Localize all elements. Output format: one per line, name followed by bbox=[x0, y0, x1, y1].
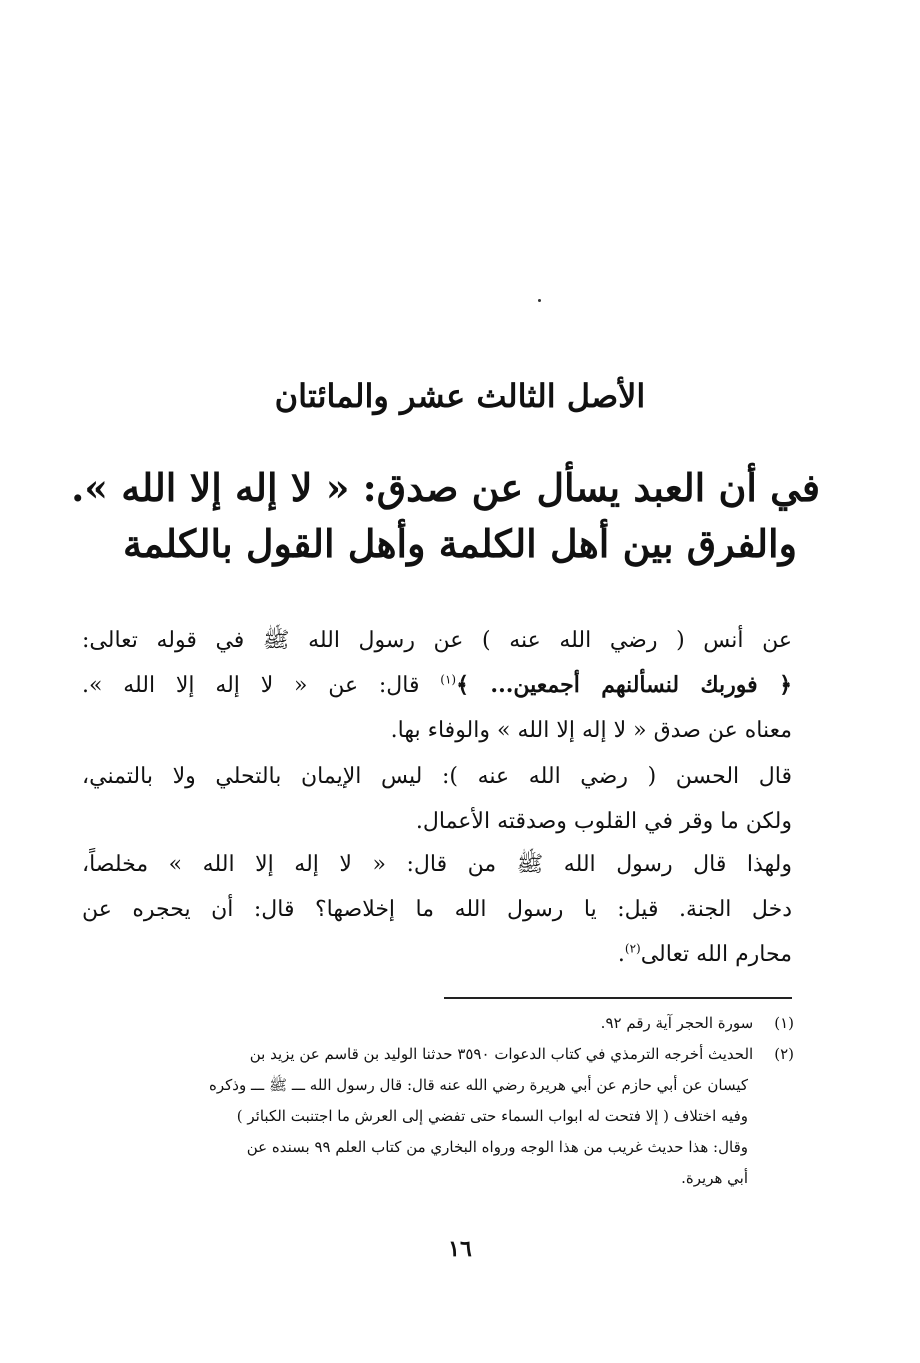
footnote-ref-2: (٢) bbox=[624, 941, 641, 956]
footnote-first-line bbox=[601, 1014, 794, 1032]
paragraph-line bbox=[82, 663, 792, 708]
scan-speck bbox=[538, 299, 541, 302]
paragraph-line: دخل الجنة. قيل: يا رسول الله ما إخلاصها؟ قال: أن يحجره عن bbox=[82, 897, 792, 922]
footnote-1 bbox=[90, 1008, 794, 1039]
footnote-text: الحديث أخرجه الترمذي في كتاب الدعوات ٣٥٩٠ حدثنا الوليد بن قاسم عن يزيد بن bbox=[249, 1045, 754, 1063]
footnotes bbox=[90, 1008, 794, 1194]
chapter-title: الأصل الثالث عشر والمائتان bbox=[274, 377, 646, 415]
paragraph-line-rest: قال: عن « لا إله إلا الله ». bbox=[82, 673, 441, 698]
paragraph-line: معناه عن صدق « لا إله إلا الله » والوفاء بها. bbox=[390, 718, 792, 743]
footnote-ref-1: (١) bbox=[440, 672, 457, 687]
footnote-number: (٢) bbox=[774, 1045, 794, 1063]
footnote-text: كيسان عن أبي حازم عن أبي هريرة رضي الله عنه قال: قال رسول الله ـــ ﷺ ـــ وذكره bbox=[209, 1076, 748, 1094]
footnote-separator bbox=[444, 997, 792, 999]
paragraph-line: ولهذا قال رسول الله ﷺ من قال: « لا إله إلا الله » مخلصاً، bbox=[82, 852, 792, 877]
footnote-text: وفيه اختلاف ( إلا فتحت له ابواب السماء حتى تفضي إلى العرش ما اجتنبت الكبائر ) bbox=[236, 1107, 748, 1125]
paragraph-line: عن أنس ( رضي الله عنه ) عن رسول الله ﷺ في قوله تعالى: bbox=[82, 628, 792, 653]
chapter-subtitle-line-2: والفرق بين أهل الكلمة وأهل القول بالكلمة bbox=[123, 521, 797, 566]
quran-verse: ﴿ فوربك لنسألنهم أجمعين... ﴾ bbox=[456, 672, 793, 698]
paragraph-line: ولكن ما وقر في القلوب وصدقته الأعمال. bbox=[415, 809, 792, 834]
paragraph-line-text: محارم الله تعالى bbox=[640, 942, 792, 967]
page-number: ١٦ bbox=[448, 1236, 472, 1262]
footnote-number: (١) bbox=[774, 1014, 794, 1032]
paragraph-hasan-quote bbox=[82, 754, 792, 844]
footnote-text: سورة الحجر آية رقم ٩٢. bbox=[600, 1014, 754, 1032]
footnote-text: أبي هريرة. bbox=[681, 1169, 748, 1187]
footnote-text: وقال: هذا حديث غريب من هذا الوجه ورواه البخاري من كتاب العلم ٩٩ بسنده عن bbox=[246, 1138, 748, 1156]
chapter-subtitle-line-1: في أن العبد يسأل عن صدق: « لا إله إلا الله ». bbox=[71, 465, 820, 510]
footnote-first-line bbox=[250, 1045, 794, 1063]
paragraph-line bbox=[82, 932, 792, 977]
paragraph-line-end: . bbox=[617, 942, 625, 967]
paragraph-line: قال الحسن ( رضي الله عنه ): ليس الإيمان بالتحلي ولا بالتمني، bbox=[82, 764, 792, 789]
paragraph-anas-hadith bbox=[82, 618, 792, 708]
footnote-2 bbox=[90, 1039, 794, 1194]
paragraph-meaning bbox=[82, 708, 792, 753]
paragraph-ikhlas-hadith bbox=[82, 842, 792, 977]
